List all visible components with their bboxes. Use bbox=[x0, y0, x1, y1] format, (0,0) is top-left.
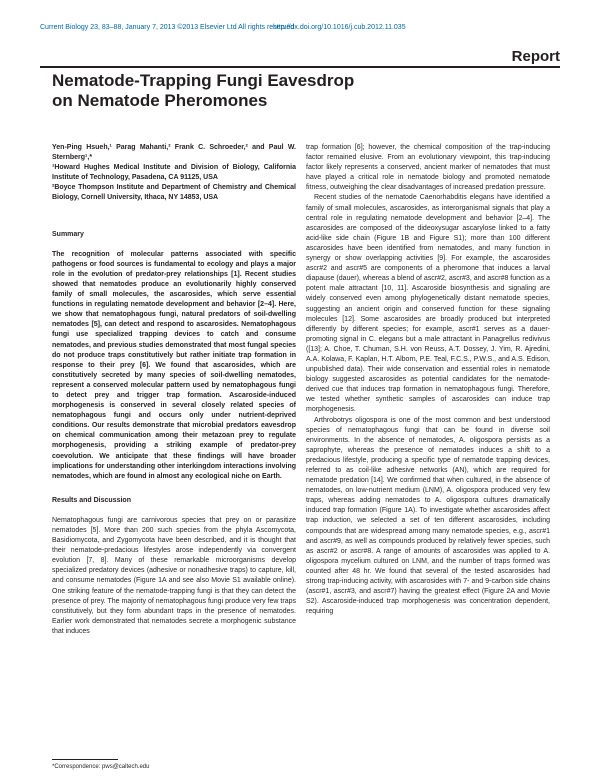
body-paragraph: Recent studies of the nematode Caenorhabditis elegans have identified a family of small molecules, ascarosides, as interorganismal signals that play a central role in regulating nematode development and behavior [2–4]. The ascarosides are composed of the dideoxysugar ascarylose linked to a fatty acid-like side chain (Figure 1B and Figure S1); more than 100 different ascarosides have been identified from nematodes, and many function in synergy or show overlapping activities [9]. For example, the ascarosides ascr#2 and ascr#5 are components of a pheromone that induces a larval diapause (dauer), whereas a blend of ascr#2, ascr#3, and ascr#8 function as a potent male attractant [10, 11]. Ascaroside biosynthesis and signaling are widely conserved even among phylogenetically distant nematode species, suggesting an ancient origin and conserved function for these signaling molecules [12]. Some ascarosides are broadly produced but interpreted differently by different species; for example, ascr#1 serves as a dauer-promoting signal in C. elegans but a male attractant in Panagrellus redivivus ([13]; A. Choe, T. Chuman, S.H. von Reuss, A.T. Dossey, J. Yim, R. Ajredini, A.A. Kolawa, F. Kaplan, H.T. Alborn, P.E. Teal, F.C.S., P.W.S., and A.S. Edison, unpublished data). Their wide conservation and essential roles in nematode biology suggested ascarosides as potential candidates for the nematode-derived cue that induces trap formation in nematophagous fungi. Therefore, we tested whether synthetic samples of ascarosides can induce trap morphogenesis. bbox=[306, 194, 550, 414]
body-paragraph: Arthrobotrys oligospora is one of the most common and best understood species of nematophagous fungi that can be found in diverse soil environments. In the absence of nematodes, A. oligospora persists as a saprophyte, whereas the presence of nematodes induces a shift to a predacious lifestyle, producing a specific type of nematode trapping devices, referred to as coil-like adhesive networks (AN), which are required for nematode predation [14]. We confirmed that when cultured, in the absence of nematodes, on low-nutrient medium (LNM), A. oligospora produced very few traps, whereas adding nematodes to A. oligospora cultures dramatically induced trap formation (Figure 1A). To investigate whether ascarosides affect trap induction, we selected a set of ten different ascarosides, including compounds that are widespread among many nematode species, e.g., ascr#1 and ascr#9, as well as compounds produced by relatively fewer species, such as ascr#2 or ascr#8. A range of amounts of ascarosides was applied to A. oligospora mycelium cultured on LNM, and the number of traps formed was counted after 48 hr. We found that several of the tested ascarosides had strong trap-inducing activity, with ascarosides with 7- and 9-carbon side chains (ascr#1, ascr#3, and ascr#7) having the greatest effect (Figure 2A and Movie S2). Ascaroside-induced trap morphogenesis was concentration dependent, requiring bbox=[306, 416, 550, 616]
affiliation: ¹Howard Hughes Medical Institute and Division of Biology, California Institute of Technology, Pasadena, CA 91125, USA bbox=[52, 164, 296, 182]
correspondence-footnote: *Correspondence: pws@caltech.edu bbox=[52, 764, 150, 770]
doi-link[interactable]: http://dx.doi.org/10.1016/j.cub.2012.11.035 bbox=[273, 24, 406, 31]
results-heading: Results and Discussion bbox=[52, 496, 131, 504]
results-paragraph: Nematophagous fungi are carnivorous species that prey on or parasitize nematodes [5]. More than 200 such species from the phyla Ascomycota, Basidiomycota, and Zygomycota have been described, and it is thought that their nematode-predacious lifestyles arose independently via convergent evolution [7, 8]. Many of these remarkable microorganisms develop specialized predatory devices (adhesive or nonadhesive traps) to capture, kill, and consume nematodes (Figure 1A and see also Movie S1 available online). One striking feature of the nematode-trapping fungi is that they can detect the presence of prey. The majority of nematophagous fungi produce very few traps constitutively, but they form abundant traps in the presence of nematodes. Earlier work demonstrated that nematodes secrete a morphogenic substance that induces bbox=[52, 516, 296, 635]
affiliation: ²Boyce Thompson Institute and Department of Chemistry and Chemical Biology, Cornell University, Ithaca, NY 14853, USA bbox=[52, 184, 296, 202]
title-line: on Nematode Pheromones bbox=[52, 91, 268, 110]
article-title bbox=[52, 71, 412, 111]
authors: Yen-Ping Hsueh,¹ Parag Mahanti,² Frank C. Schroeder,² and Paul W. Sternberg¹,* bbox=[52, 144, 296, 162]
summary-text: The recognition of molecular patterns associated with specific pathogens or food sources is fundamental to ecology and plays a major role in the evolution of predator-prey relationships [1]. Recent studies showed that nematodes produce an evolutionarily highly conserved family of small molecules, the ascarosides, which serve essential functions in regulating nematode development and behavior [2–4]. Here, we show that nematophagous fungi, natural predators of soil-dwelling nematodes [5], can detect and respond to ascarosides. Nematophagous fungi use specialized trapping devices to catch and consume nematodes, and previous studies demonstrated that most fungal species do not produce traps constitutively but rather initiate trap formation in response to their prey [6]. We found that ascarosides, which are constitutively secreted by many species of soil-dwelling nematodes, represent a conserved molecular pattern used by nematophagous fungi to detect prey and trigger trap formation. Ascaroside-induced morphogenesis is conserved in several closely related species of nematophagous fungi and occurs only under nutrient-deprived conditions. Our results demonstrate that microbial predators eavesdrop on chemical communication among their metazoan prey to regulate morphogenesis, providing a striking example of predator-prey coevolution. We anticipate that these findings will have broader implications for understanding other interkingdom interactions involving nematodes, which are found in almost any ecological niche on Earth. bbox=[52, 250, 296, 480]
header-rule bbox=[40, 66, 560, 68]
body-paragraph: trap formation [6]; however, the chemical composition of the trap-inducing factor remained elusive. From an evolutionary viewpoint, this trap-inducing factor likely represents a conserved, ancient marker of nematodes that must have played a critical role in nematode biology and promoted nematode fitness, outweighing the clear disadvantages of increased predation pressure. bbox=[306, 144, 550, 192]
summary-heading: Summary bbox=[52, 230, 84, 238]
journal-header bbox=[40, 22, 560, 34]
article-type: Report bbox=[511, 48, 560, 65]
journal-citation: Current Biology 23, 83–88, January 7, 2013 ©2013 Elsevier Ltd All rights reserved bbox=[40, 24, 295, 31]
title-line: Nematode-Trapping Fungi Eavesdrop bbox=[52, 71, 355, 90]
left-column bbox=[52, 143, 296, 637]
right-column bbox=[306, 143, 550, 617]
footnote-rule bbox=[52, 759, 118, 760]
